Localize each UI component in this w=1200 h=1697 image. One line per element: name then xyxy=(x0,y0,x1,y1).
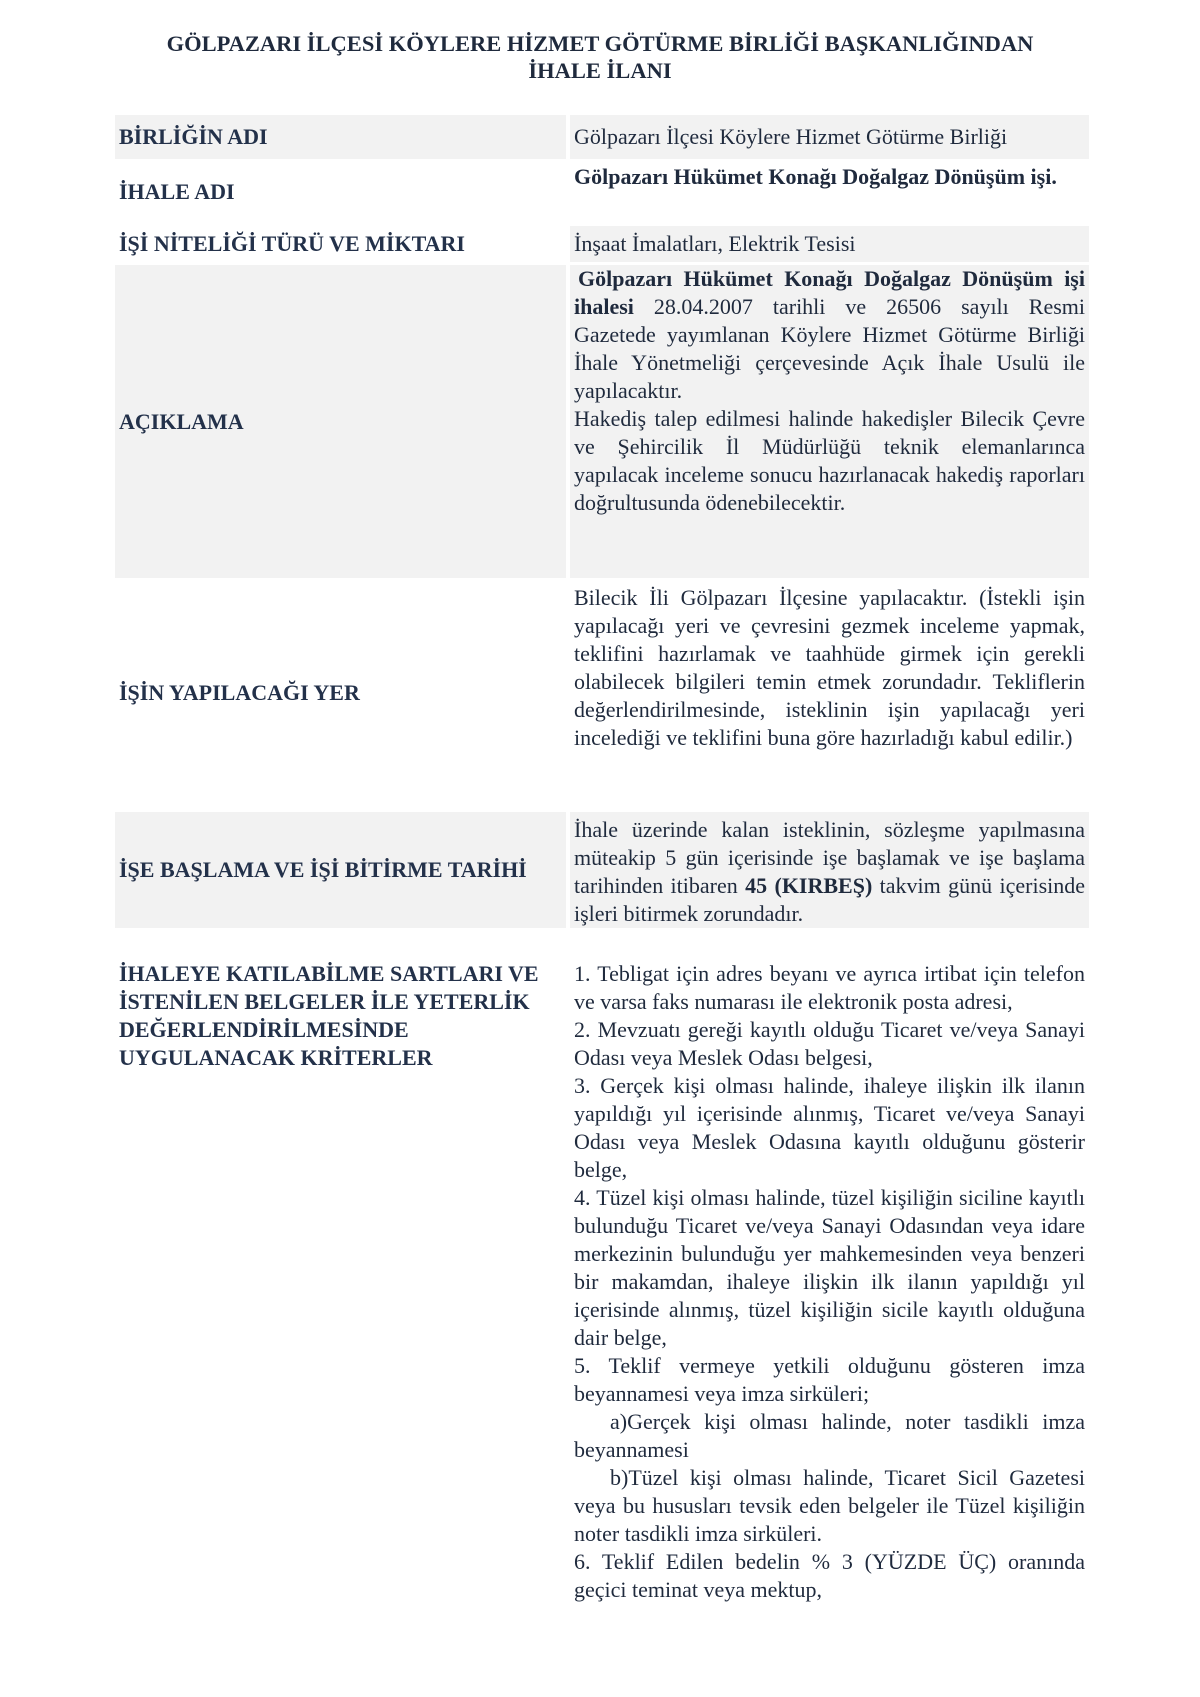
criteria-item-4: 4. Tüzel kişi olması halinde, tüzel kişiliğin siciline kayıtlı bulunduğu Ticaret ve/veya Sanayi Odasından veya idare merkezinin bulunduğu yer mahkemesinden veya benzeri bir makamdan, ihaleye ilişkin ilk ilanın yapıldığı yıl içerisinde alınmış, tüzel kişiliğin sicile kayıtlı olduğuna dair belge, xyxy=(574,1185,1085,1350)
ise-baslama-text-b: takvim günü içerisinde işleri bitirmek zorundadır. xyxy=(574,873,1086,926)
row-katilim-sartlari xyxy=(115,960,1089,1680)
title-line-1: GÖLPAZARI İLÇESİ KÖYLERE HİZMET GÖTÜRME BİRLİĞİ BAŞKANLIĞINDAN xyxy=(166,31,1034,56)
aciklama-text-1: 28.04.2007 tarihli ve 26506 sayılı Resmi Gazetede yayımlanan Köylere Hizmet Götürme Birliği İhale Yönetmeliği çerçevesinde Açık İhale Usulü ile yapılacaktır. xyxy=(574,294,1085,403)
label-ihale-adi: İHALE ADI xyxy=(119,179,235,204)
row-isi-niteligi xyxy=(115,226,1089,262)
aciklama-paragraph-1 xyxy=(574,265,1085,405)
aciklama-bold-part: Gölpazarı Hükümet Konağı Doğalgaz Dönüşüm işi ihalesi xyxy=(574,266,1085,319)
row-aciklama xyxy=(115,265,1089,578)
label-ise-baslama: İŞE BAŞLAMA VE İŞİ BİTİRME TARİHİ xyxy=(115,812,566,928)
title-line-2: İHALE İLANI xyxy=(528,58,672,83)
value-isi-niteligi: İnşaat İmalatları, Elektrik Tesisi xyxy=(570,226,1089,262)
row-birligin-adi xyxy=(115,115,1089,159)
criteria-item-1: 1. Tebligat için adres beyanı ve ayrıca irtibat için telefon ve varsa faks numarası ile elektronik posta adresi, xyxy=(574,961,1085,1014)
criteria-sub-a: a)Gerçek kişi olması halinde, noter tasdikli imza beyannamesi xyxy=(574,1409,1085,1462)
aciklama-paragraph-2: Hakediş talep edilmesi halinde hakedişler Bilecik Çevre ve Şehircilik İl Müdürlüğü teknik elemanlarınca yapılacak inceleme sonucu hazırlanacak hakediş raporları doğrultusunda ödenebilecektir. xyxy=(574,406,1085,515)
row-ise-baslama xyxy=(115,812,1089,928)
value-ihale-adi: Gölpazarı Hükümet Konağı Doğalgaz Dönüşüm işi. xyxy=(574,164,1057,189)
value-katilim-sartlari xyxy=(570,960,1089,1680)
label-birligin-adi: BİRLİĞİN ADI xyxy=(115,115,566,159)
value-ise-baslama xyxy=(570,812,1089,928)
label-aciklama: AÇIKLAMA xyxy=(115,265,566,578)
criteria-item-5: 5. Teklif vermeye yetkili olduğunu gösteren imza beyannamesi veya imza sirküleri; xyxy=(574,1353,1085,1406)
criteria-item-2: 2. Mevzuatı gereği kayıtlı olduğu Ticaret ve/veya Sanayi Odası veya Meslek Odası belgesi, xyxy=(574,1017,1085,1070)
ise-baslama-days: 45 (KIRBEŞ) xyxy=(745,873,873,898)
criteria-item-3: 3. Gerçek kişi olması halinde, ihaleye ilişkin ilk ilanın yapıldığı yıl içerisinde alınmış, Ticaret ve/veya Sanayi Odası veya Meslek Odasına kayıtlı olduğunu gösterir belge, xyxy=(574,1073,1085,1182)
value-isin-yapilacagi-yer: Bilecik İli Gölpazarı İlçesine yapılacaktır. (İstekli işin yapılacağı yeri ve çevresini gezmek inceleme yapmak, teklifini hazırlamak ve taahhüde girmek için gerekli olabilecek bilgileri temin etmek zorundadır. Tekliflerin değerlendirilmesinde, isteklinin işin yapılacağı yeri incelediği ve teklifini buna göre hazırladığı kabul edilir.) xyxy=(574,585,1085,750)
document-title xyxy=(0,30,1200,84)
label-isin-yapilacagi-yer: İŞİN YAPILACAĞI YER xyxy=(119,680,360,705)
criteria-sub-b: b)Tüzel kişi olması halinde, Ticaret Sicil Gazetesi veya bu hususları tevsik eden belgeler ile Tüzel kişiliğin noter tasdikli imza sirküleri. xyxy=(574,1465,1085,1546)
row-ihale-adi xyxy=(115,163,1089,221)
criteria-item-6: 6. Teklif Edilen bedelin % 3 (YÜZDE ÜÇ) oranında geçici teminat veya mektup, xyxy=(574,1549,1085,1602)
ise-baslama-text-a: İhale üzerinde kalan isteklinin, sözleşme yapılmasına müteakip 5 gün içerisinde işe başlamak ve işe başlama tarihinden itibaren xyxy=(574,817,1085,898)
value-aciklama xyxy=(570,265,1089,578)
label-isi-niteligi: İŞİ NİTELİĞİ TÜRÜ VE MİKTARI xyxy=(119,231,465,256)
row-isin-yapilacagi-yer xyxy=(115,578,1089,808)
label-katilim-sartlari: İHALEYE KATILABİLME SARTLARI VE İSTENİLEN BELGELER İLE YETERLİK DEĞERLENDİRİLMESİNDE UYGULANACAK KRİTERLER xyxy=(119,961,539,1070)
value-birligin-adi: Gölpazarı İlçesi Köylere Hizmet Götürme Birliği xyxy=(570,115,1089,159)
